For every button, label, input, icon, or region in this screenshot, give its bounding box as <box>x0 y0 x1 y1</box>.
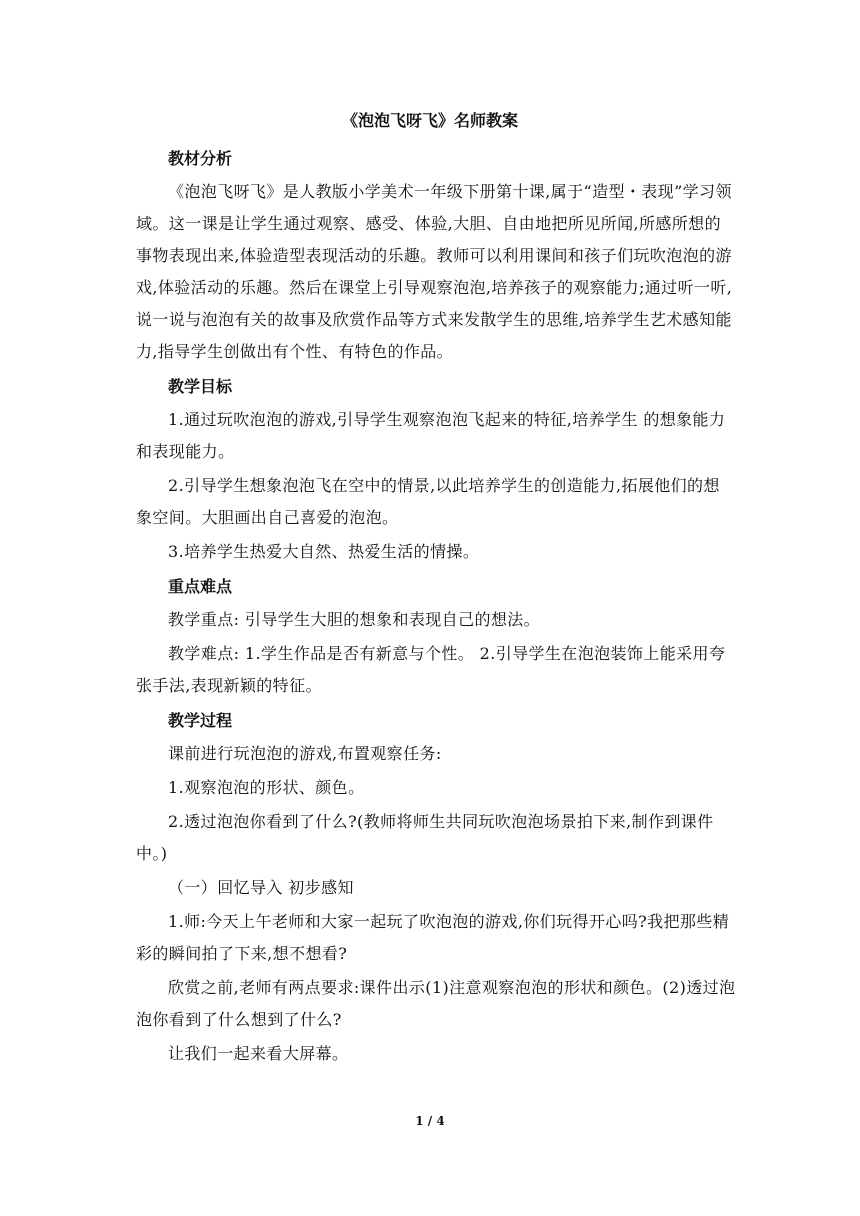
section-heading-goals: 教学目标 <box>168 377 233 396</box>
section-heading-process: 教学过程 <box>168 711 233 730</box>
screen-paragraph: 让我们一起来看大屏幕。 <box>168 1044 349 1063</box>
appreciation-paragraph: 欣赏之前,老师有两点要求:课件出示(1)注意观察泡泡的形状和颜色。(2)透过泡泡你看到了什么想到了什么? <box>136 978 736 1029</box>
section-heading-keypoints: 重点难点 <box>168 577 233 596</box>
key-point-paragraph: 教学重点: 引导学生大胆的想象和表现自己的想法。 <box>168 610 541 629</box>
subsection-heading-1: （一）回忆导入 初步感知 <box>168 878 354 897</box>
page-number: 1 / 4 <box>415 1114 445 1128</box>
pre-class-paragraph: 课前进行玩泡泡的游戏,布置观察任务: <box>168 744 442 763</box>
document-title: 《泡泡飞呀飞》名师教案 <box>341 111 518 130</box>
goal-item-1: 1.通过玩吹泡泡的游戏,引导学生观察泡泡飞起来的特征,培养学生 的想象能力和表现能力。 <box>136 410 726 461</box>
difficulty-paragraph: 教学难点: 1.学生作品是否有新意与个性。 2.引导学生在泡泡装饰上能采用夸张手法,表现新颖的特征。 <box>136 644 726 695</box>
task-item-2: 2.透过泡泡你看到了什么?(教师将师生共同玩吹泡泡场景拍下来,制作到课件中。) <box>136 812 714 863</box>
goal-item-3: 3.培养学生热爱大自然、热爱生活的情操。 <box>168 542 480 561</box>
analysis-paragraph: 《泡泡飞呀飞》是人教版小学美术一年级下册第十课,属于“造型・表现”学习领域。这一课是让学生通过观察、感受、体验,大胆、自由地把所见所闻,所感所想的事物表现出来,体验造型表现活动的乐趣。教师可以利用课间和孩子们玩吹泡泡的游戏,体验活动的乐趣。然后在课堂上引导观察泡泡,培养孩子的观察能力;通过听一听,说一说与泡泡有关的故事及欣赏作品等方式来发散学生的思维,培养学生艺术感知能力,指导学生创做出有个性、有特色的作品。 <box>136 182 733 361</box>
task-item-1: 1.观察泡泡的形状、颜色。 <box>168 778 365 797</box>
goal-item-2: 2.引导学生想象泡泡飞在空中的情景,以此培养学生的创造能力,拓展他们的想象空间。大胆画出自己喜爱的泡泡。 <box>136 476 720 527</box>
section-heading-analysis: 教材分析 <box>168 149 233 168</box>
document-body <box>136 142 736 1072</box>
teacher-dialogue-paragraph: 1.师:今天上午老师和大家一起玩了吹泡泡的游戏,你们玩得开心吗?我把那些精彩的瞬间拍了下来,想不想看? <box>136 912 730 963</box>
